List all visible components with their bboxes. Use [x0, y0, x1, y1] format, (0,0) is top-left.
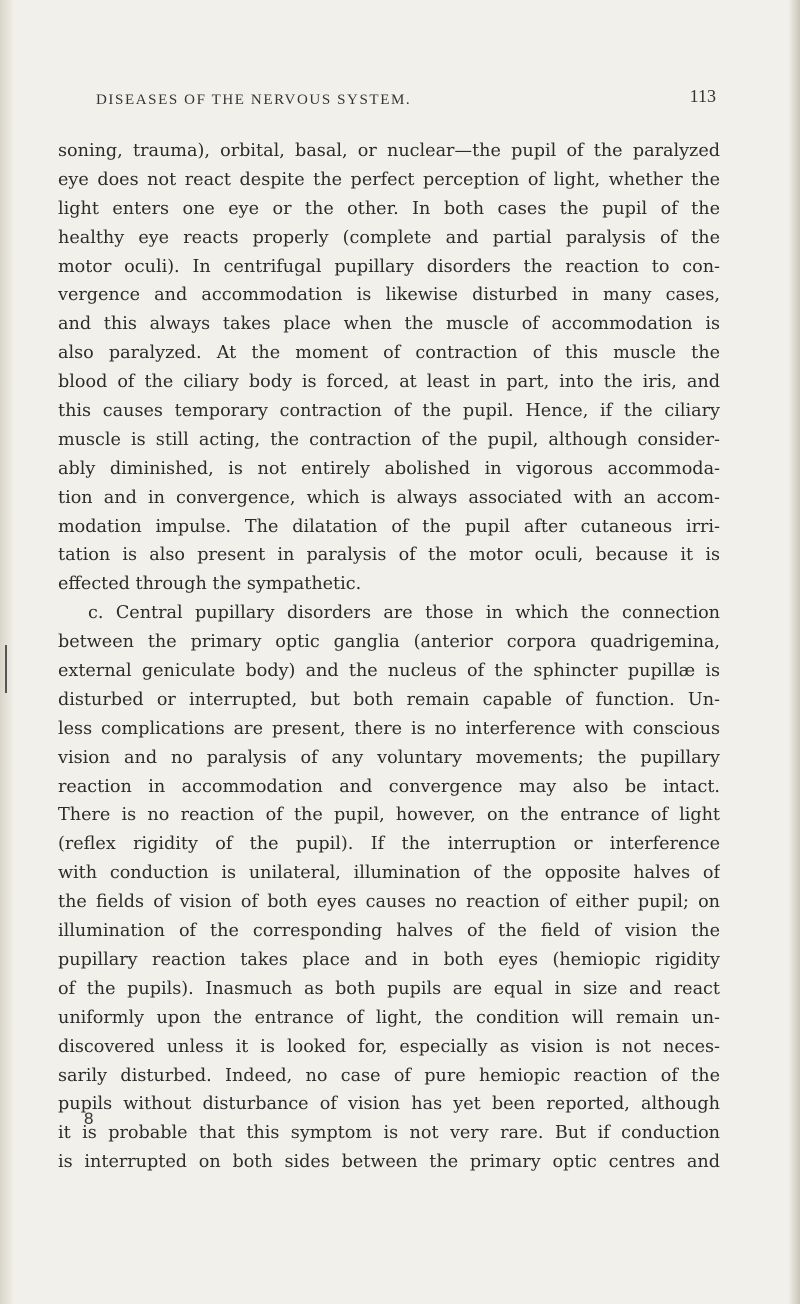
- text-line: c. Central pupillary disorders are those in which the connection: [88, 603, 720, 624]
- text-line: muscle is still acting, the contraction of the pupil, although consider-: [58, 429, 720, 450]
- text-line: pupillary reaction takes place and in both eyes (hemiopic rigidity: [58, 949, 720, 970]
- text-line: and this always takes place when the muscle of accommodation is: [58, 314, 720, 335]
- text-line: reaction in accommodation and convergence may also be intact.: [58, 776, 720, 797]
- text-line: also paralyzed. At the moment of contraction of this muscle the: [58, 343, 720, 364]
- text-line: There is no reaction of the pupil, however, on the entrance of light: [58, 805, 720, 826]
- text-line: light enters one eye or the other. In both cases the pupil of the: [58, 198, 720, 219]
- body-text: [58, 137, 720, 1177]
- text-line: soning, trauma), orbital, basal, or nuclear—the pupil of the paralyzed: [58, 141, 720, 161]
- text-line: illumination of the corresponding halves of the field of vision the: [58, 921, 720, 942]
- text-line: tion and in convergence, which is always associated with an accom-: [58, 487, 720, 508]
- text-line: external geniculate body) and the nucleus of the sphincter pupillæ is: [58, 661, 720, 682]
- text-line: eye does not react despite the perfect perception of light, whether the: [58, 169, 720, 190]
- text-line: modation impulse. The dilatation of the pupil after cutaneous irri-: [58, 516, 720, 537]
- text-line: with conduction is unilateral, illumination of the opposite halves of: [58, 863, 720, 884]
- text-line: (reflex rigidity of the pupil). If the interruption or interference: [58, 834, 720, 855]
- running-head: [96, 86, 716, 116]
- text-line: is interrupted on both sides between the primary optic centres and: [58, 1152, 720, 1173]
- text-line: it is probable that this symptom is not very rare. But if conduction: [58, 1123, 720, 1144]
- text-line: between the primary optic ganglia (anterior corpora quadrigemina,: [58, 632, 720, 653]
- text-line: effected through the sympathetic.: [58, 574, 362, 595]
- text-line: ably diminished, is not entirely abolished in vigorous accommoda-: [58, 458, 720, 479]
- text-line: of the pupils). Inasmuch as both pupils are equal in size and react: [58, 978, 720, 999]
- text-line: sarily disturbed. Indeed, no case of pure hemiopic reaction of the: [58, 1065, 720, 1086]
- text-line: blood of the ciliary body is forced, at least in part, into the iris, and: [58, 372, 720, 393]
- page-right-edge: [788, 0, 800, 1304]
- text-line: vergence and accommodation is likewise disturbed in many cases,: [58, 285, 720, 306]
- running-title: DISEASES OF THE NERVOUS SYSTEM.: [96, 92, 412, 108]
- text-line: the fields of vision of both eyes causes no reaction of either pupil; on: [58, 892, 720, 913]
- signature-mark: 8: [84, 1109, 94, 1128]
- text-line: vision and no paralysis of any voluntary movements; the pupillary: [58, 747, 720, 768]
- page-number: 113: [689, 86, 716, 106]
- text-line: less complications are present, there is no interference with conscious: [58, 718, 720, 739]
- text-line: disturbed or interrupted, but both remain capable of function. Un-: [58, 689, 720, 710]
- text-line: tation is also present in paralysis of the motor oculi, because it is: [58, 545, 720, 566]
- text-line: pupils without disturbance of vision has yet been reported, although: [58, 1094, 720, 1115]
- text-line: uniformly upon the entrance of light, the condition will remain un-: [58, 1007, 720, 1028]
- text-line: motor oculi). In centrifugal pupillary disorders the reaction to con-: [58, 256, 720, 277]
- text-line: discovered unless it is looked for, especially as vision is not neces-: [58, 1036, 720, 1057]
- margin-mark: [5, 645, 7, 693]
- page-left-edge: [0, 0, 14, 1304]
- text-line: healthy eye reacts properly (complete and partial paralysis of the: [58, 227, 720, 248]
- text-line: this causes temporary contraction of the pupil. Hence, if the ciliary: [58, 401, 720, 422]
